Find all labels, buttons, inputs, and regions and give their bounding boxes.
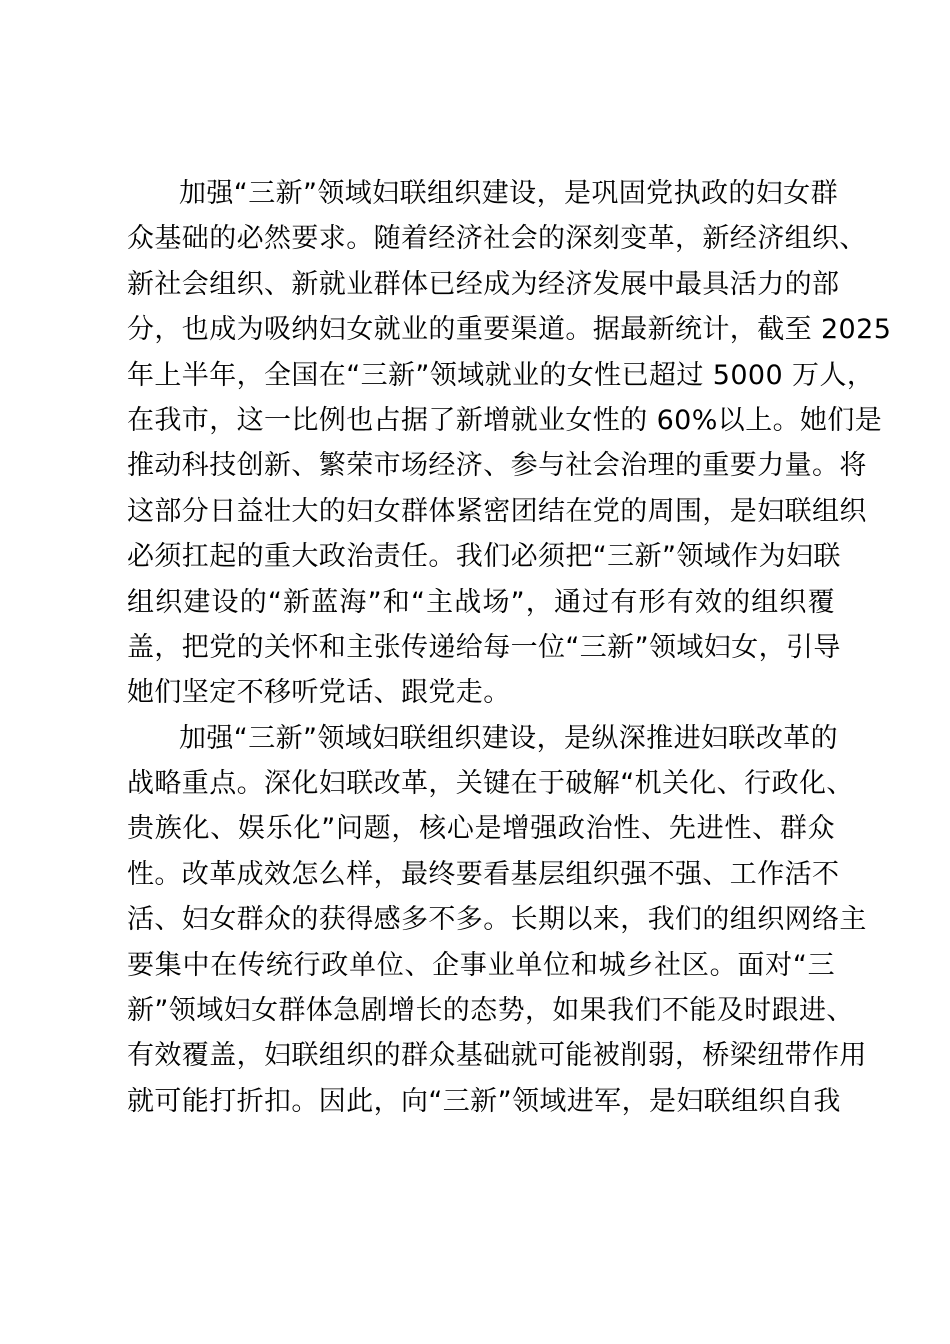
paragraph-1-line-5: 年上半年，全国在“三新”领域就业的女性已超过 5000 万人， xyxy=(127,359,875,391)
paragraph-1-line-6: 在我市，这一比例也占据了新增就业女性的 60%以上。她们是 xyxy=(127,404,883,436)
paragraph-1-line-4: 分，也成为吸纳妇女就业的重要渠道。据最新统计，截至 2025 xyxy=(127,314,892,346)
paragraph-1-line-7: 推动科技创新、繁荣市场经济、参与社会治理的重要力量。将 xyxy=(127,450,867,482)
paragraph-2-line-5: 活、妇女群众的获得感多不多。长期以来，我们的组织网络主 xyxy=(127,904,867,936)
paragraph-1-line-9: 必须扛起的重大政治责任。我们必须把“三新”领域作为妇联 xyxy=(127,541,841,573)
paragraph-1-line-1: 加强“三新”领域妇联组织建设，是巩固党执政的妇女群 xyxy=(179,178,838,209)
paragraph-2-line-8: 有效覆盖，妇联组织的群众基础就可能被削弱，桥梁纽带作用 xyxy=(127,1040,867,1072)
paragraph-1-line-11: 盖，把党的关怀和主张传递给每一位“三新”领域妇女，引导 xyxy=(127,631,841,663)
paragraph-2-line-2: 战略重点。深化妇联改革，关键在于破解“机关化、行政化、 xyxy=(127,768,854,800)
document-body xyxy=(127,171,892,1124)
paragraph-2-line-9: 就可能打折扣。因此，向“三新”领域进军，是妇联组织自我 xyxy=(127,1085,841,1117)
paragraph-2-line-6: 要集中在传统行政单位、企事业单位和城乡社区。面对“三 xyxy=(127,949,835,981)
paragraph-2-line-3: 贵族化、娱乐化”问题，核心是增强政治性、先进性、群众 xyxy=(127,813,835,845)
paragraph-2-line-1: 加强“三新”领域妇联组织建设，是纵深推进妇联改革的 xyxy=(179,722,838,754)
paragraph-2-line-4: 性。改革成效怎么样，最终要看基层组织强不强、工作活不 xyxy=(127,858,840,890)
paragraph-1-line-10: 组织建设的“新蓝海”和“主战场”，通过有形有效的组织覆 xyxy=(127,586,835,618)
paragraph-2-line-7: 新”领域妇女群体急剧增长的态势，如果我们不能及时跟进、 xyxy=(127,995,854,1027)
paragraph-1-line-8: 这部分日益壮大的妇女群体紧密团结在党的周围，是妇联组织 xyxy=(127,495,867,527)
paragraph-1-line-2: 众基础的必然要求。随着经济社会的深刻变革，新经济组织、 xyxy=(127,223,867,255)
paragraph-1-line-3: 新社会组织、新就业群体已经成为经济发展中最具活力的部 xyxy=(127,268,840,300)
paragraph-1-line-12: 她们坚定不移听党话、跟党走。 xyxy=(127,677,511,709)
